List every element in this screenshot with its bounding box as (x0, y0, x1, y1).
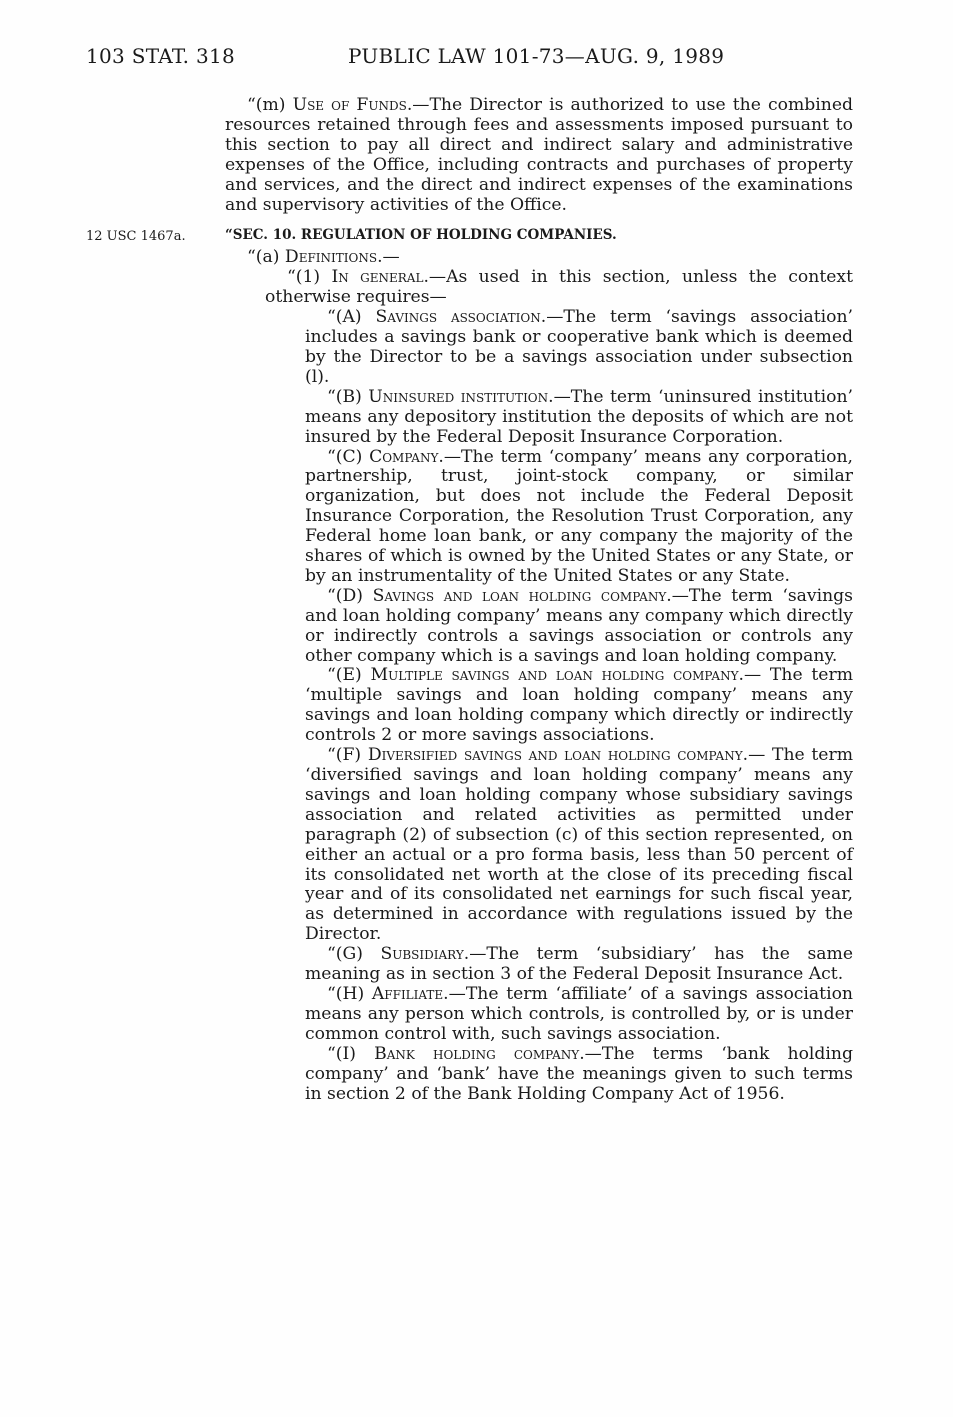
definition-text: .—The terms ‘bank holding company’ and ‘bank’ have the meanings given to such terms in section 2 of the Bank Holding Company Act of 1956. (305, 1043, 854, 1104)
running-head (86, 44, 786, 76)
definition-lead: “(G) (327, 944, 381, 965)
subsection-heading: Definitions (284, 247, 378, 268)
definition-heading: Diversified savings and loan holding company (367, 745, 743, 766)
definition-subsidiary (225, 945, 853, 985)
definition-lead: “(H) (327, 983, 372, 1004)
definition-affiliate (225, 985, 853, 1045)
definition-heading: Uninsured institution (368, 386, 549, 407)
definition-text: .— The term ‘multiple savings and loan holding company’ means any savings and loan holding company which directly or indirectly controls 2 or more savings associations. (305, 665, 853, 746)
definition-heading: Savings association (375, 307, 541, 328)
definition-text: .—The term ‘company’ means any corporation, partnership, trust, joint-stock company, or similar organization, but does not include the Federal Deposit Insurance Corporation, the Resolution Trust Corporation, any Federal home loan bank, or any company the majority of the shares of which is owned by the United States or any State, or by an instrumentality of the United States or any State. (305, 446, 854, 586)
definition-uninsured-institution (225, 388, 853, 448)
definition-multiple-holding-company (225, 666, 853, 746)
definition-lead: “(F) (327, 745, 368, 766)
subsection-definitions (225, 248, 853, 268)
definition-lead: “(D) (327, 585, 373, 606)
paragraph-lead: “(1) (287, 267, 332, 288)
definition-lead: “(B) (327, 386, 369, 407)
paragraph-heading: Use of Funds (292, 95, 407, 115)
definition-bank-holding-company (225, 1045, 853, 1105)
definition-text: .—The term ‘savings and loan holding company’ means any company which directly or indirectly controls a savings association or controls any other company which is a savings and loan holding company. (305, 585, 853, 666)
stat-page-number: 103 STAT. 318 (86, 44, 236, 68)
definition-text: .— The term ‘diversified savings and loan holding company’ means any savings and loan holding company whose subsidiary savings association and related activities as permitted under paragraph (2) of subsection (c) of this section represented, on either an actual or a pro forma basis, less than 50 percent of its consolidated net worth at the close of its preceding fiscal year and of its consolidated net earnings for such fiscal year, as determined in accordance with regulations issued by the Director. (305, 745, 853, 945)
definition-lead: “(A) (327, 307, 376, 328)
definition-lead: “(E) (327, 665, 371, 686)
definition-text: .—The term ‘affiliate’ of a savings association means any person which controls, is controlled by, or is under common control with, such savings association. (305, 983, 853, 1044)
definition-heading: Subsidiary (380, 944, 464, 965)
definition-heading: Savings and loan holding company (372, 585, 667, 606)
definition-company (225, 448, 853, 587)
definition-savings-association (225, 308, 853, 388)
usc-margin-note: 12 USC 1467a. (86, 229, 186, 244)
paragraph-lead: “(m) (247, 95, 293, 115)
definition-lead: “(I) (327, 1043, 375, 1064)
paragraph-heading: In general (331, 267, 424, 288)
public-law-title: PUBLIC LAW 101-73—AUG. 9, 1989 (348, 44, 725, 68)
definition-savings-and-loan-holding-company (225, 587, 853, 667)
paragraph-text: .—The Director is authorized to use the combined resources retained through fees and assessments imposed pursuant to this section to pay all direct and indirect salary and administrative expenses of the Office, including contracts and purchases of property and services, and the direct and indirect expenses of the examinations and supervisory activities of the Office. (225, 95, 853, 215)
paragraph-use-of-funds (225, 96, 853, 215)
definition-heading: Bank holding company (374, 1043, 580, 1064)
definition-text: .—The term ‘uninsured institution’ means any depository institution the deposits of which are not insured by the Federal Deposit Insurance Corporation. (305, 386, 854, 447)
definition-heading: Company (369, 446, 439, 467)
definition-text: .—The term ‘savings association’ includes a savings bank or cooperative bank which is deemed by the Director to be a savings association under subsection (l). (305, 307, 853, 387)
definition-heading: Affiliate (371, 983, 444, 1004)
subsection-text: .— (377, 247, 400, 268)
definition-diversified-holding-company (225, 746, 853, 945)
subsection-lead: “(a) (247, 247, 285, 268)
definition-heading: Multiple savings and loan holding company (370, 665, 739, 686)
definition-lead: “(C) (327, 446, 370, 467)
section-heading: “SEC. 10. REGULATION OF HOLDING COMPANIES. (225, 227, 617, 244)
paragraph-in-general (225, 268, 853, 308)
paragraph-text: .—As used in this section, unless the context otherwise requires— (265, 267, 853, 308)
definition-text: .—The term ‘subsidiary’ has the same meaning as in section 3 of the Federal Deposit Insurance Act. (305, 944, 853, 985)
statute-body (225, 96, 853, 1104)
